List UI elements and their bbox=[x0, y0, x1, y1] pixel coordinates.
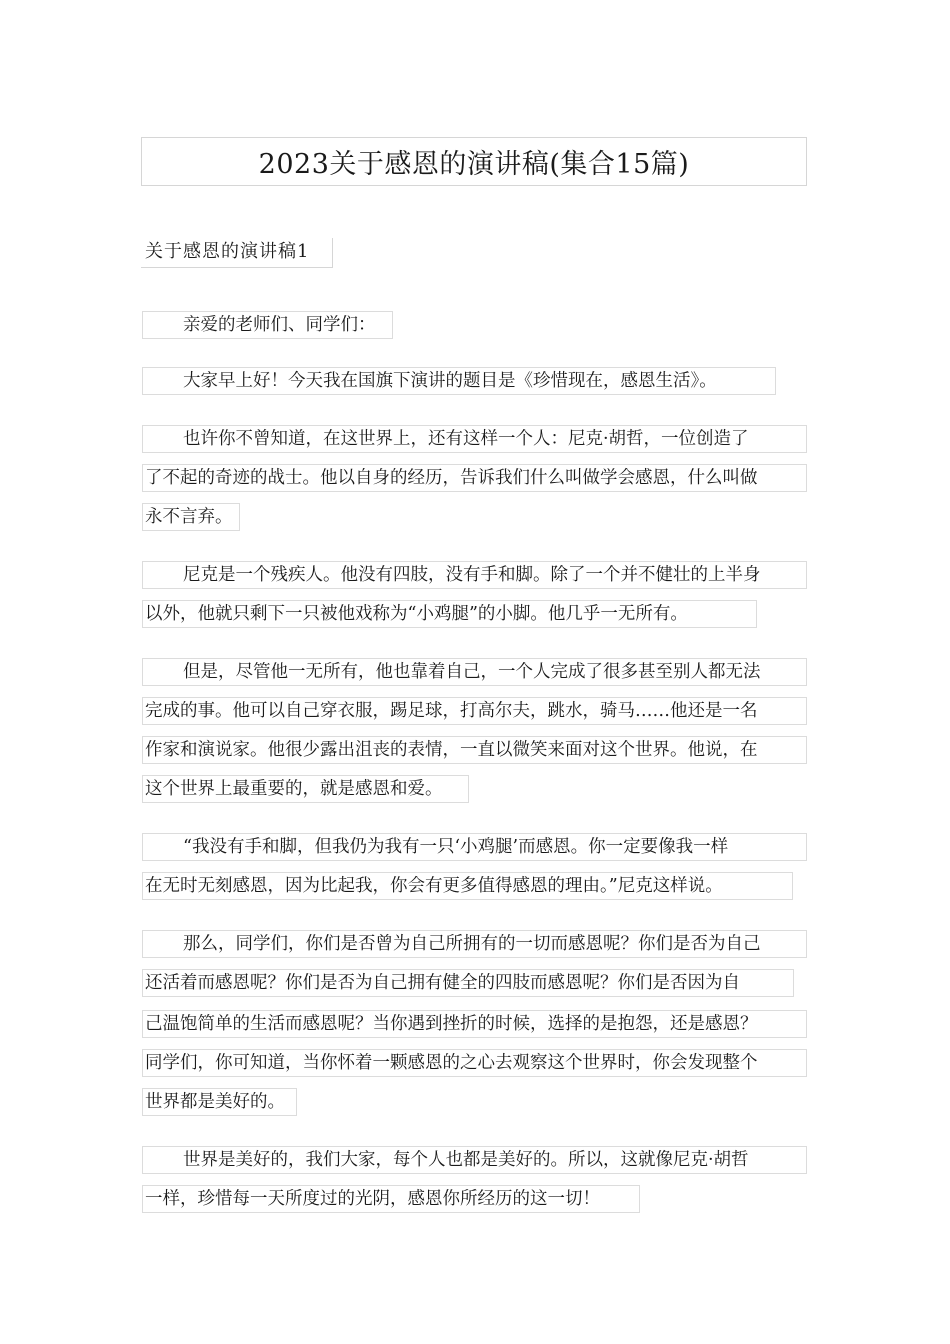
text-line: 尼克是一个残疾人。他没有四肢，没有手和脚。除了一个并不健壮的上半身 bbox=[142, 561, 807, 589]
text-line: 作家和演说家。他很少露出沮丧的表情，一直以微笑来面对这个世界。他说，在 bbox=[142, 736, 807, 764]
text-line: 一样，珍惜每一天所度过的光阴，感恩你所经历的这一切！ bbox=[142, 1185, 640, 1213]
text-line: 这个世界上最重要的，就是感恩和爱。 bbox=[142, 775, 469, 803]
text-line: 还活着而感恩呢？你们是否为自己拥有健全的四肢而感恩呢？你们是否因为自 bbox=[142, 969, 794, 997]
text-line: 那么，同学们，你们是否曾为自己所拥有的一切而感恩呢？你们是否为自己 bbox=[142, 930, 807, 958]
text-line: 在无时无刻感恩，因为比起我，你会有更多值得感恩的理由。”尼克这样说。 bbox=[142, 872, 793, 900]
text-line: 亲爱的老师们、同学们： bbox=[142, 311, 393, 339]
text-line: 同学们，你可知道，当你怀着一颗感恩的之心去观察这个世界时，你会发现整个 bbox=[142, 1049, 807, 1077]
text-line: 己温饱简单的生活而感恩呢？当你遇到挫折的时候，选择的是抱怨，还是感恩？ bbox=[142, 1010, 807, 1038]
text-line: 但是，尽管他一无所有，他也靠着自己，一个人完成了很多甚至别人都无法 bbox=[142, 658, 807, 686]
text-line: 世界都是美好的。 bbox=[142, 1088, 297, 1116]
text-line: 完成的事。他可以自己穿衣服，踢足球，打高尔夫，跳水，骑马……他还是一名 bbox=[142, 697, 807, 725]
text-line: “我没有手和脚，但我仍为我有一只‘小鸡腿’而感恩。你一定要像我一样 bbox=[142, 833, 807, 861]
text-line: 也许你不曾知道，在这世界上，还有这样一个人：尼克·胡哲，一位创造了 bbox=[142, 425, 807, 453]
text-line: 世界是美好的，我们大家，每个人也都是美好的。所以，这就像尼克·胡哲 bbox=[142, 1146, 807, 1174]
text-line: 以外，他就只剩下一只被他戏称为“小鸡腿”的小脚。他几乎一无所有。 bbox=[142, 600, 757, 628]
text-line: 了不起的奇迹的战士。他以自身的经历，告诉我们什么叫做学会感恩，什么叫做 bbox=[142, 464, 807, 492]
document-title: 2023关于感恩的演讲稿(集合15篇) bbox=[141, 137, 807, 186]
text-line: 大家早上好！今天我在国旗下演讲的题目是《珍惜现在，感恩生活》。 bbox=[142, 367, 776, 395]
text-line: 永不言弃。 bbox=[142, 503, 240, 531]
section-heading: 关于感恩的演讲稿1 bbox=[141, 238, 333, 268]
